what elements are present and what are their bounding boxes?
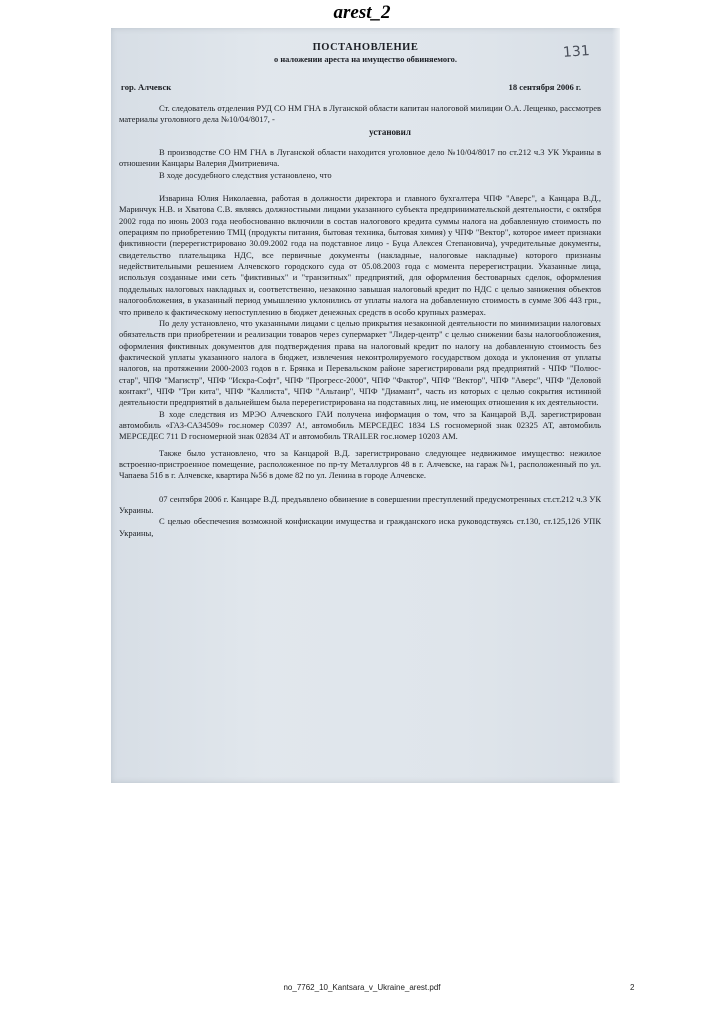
intro-paragraph: Ст. следователь отделения РУД СО НМ ГНА в Луганской области капитан налоговой милиции О.А. Лещенко, рассмотрев материалы уголовного дела №10/04/8017, - [119,103,601,125]
paragraph-companies: По делу установлено, что указанными лицами с целью прикрытия незаконной деятельности по минимизации налоговых обязательств при приобретении и реализации товаров через супермаркет "Лидер-центр" с целью снижении базы налогообложения, оформления фиктивных документов для подтверждения права на налоговый кредит по налогу на добавленную стоимость без фактической уплаты указанного налога в бюджет, извлечения неконтролируемого государством дохода и уклонения от уплаты налогов, на протяжении 2000-2003 годов в г. Брянка и Перевальском районе зарегистрировали ряд предприятий - ЧПФ "Полюс-стар", ЧПФ "Магистр", ЧПФ "Искра-Софт", ЧПФ "Прогресс-2000", ЧПФ "Фактор", ЧПФ "Вектор", ЧПФ "Аверс", ЧПФ "Деловой контакт", ЧПФ "Три кита", ЧПФ "Каллиста", ЧПФ "Альтаир", ЧПФ "Диамант", часть из которых с целью сокрытия истинной деятельности предприятий в дальнейшем была перерегистрирована на подставных лиц, не имеющих отношения к их деятельности. [119,317,601,408]
paragraph-grounds: С целью обеспечения возможной конфискации имущества и гражданского иска руководствуясь ст.130, ст.125,126 УПК Украины, [119,516,601,538]
paragraph-facts: Изварина Юлия Николаевна, работая в должности директора и главного бухгалтера ЧПФ "Аверс", а Канцара В.Д., Маринчук Н.В. и Хватова С.В. являясь должностными лицами указанного субъекта предпринимательской деятельности, с октября 2002 года по июнь 2003 года необоснованно включили в состав налогового кредита суммы налога на добавленную стоимость по операциям по приобретению ТМЦ (продукты питания, бытовая техника, бытовая химия) у ЧПФ "Вектор", которое имеет признаки фиктивности (перерегистрировано 30.09.2002 года на подставное лицо - Буца Алексея Степановича), учредительные документы, свидетельство плательщика НДС, все первичные документы (накладные, налоговые накладные) которого признаны недействительными решением Алчевского городского суда от 05.08.2003 года с момента перерегистрации. Указанные лица, используя созданные ими сеть "фиктивных" и "транзитных" предприятий, для оформления бестоварных сделок, оформления поддельных налоговых накладных и, соответственно, незаконно завышая налоговый кредит по НДС с целью занижения объектов налогообложения, в указанный период умышленно уклонились от уплаты налога на добавленную стоимость в сумме 306 443 грн., что привело к фактическому непоступлению в бюджет денежных средств в особо крупных размерах. [119,193,601,317]
document-title: ПОСТАНОВЛЕНИЕ [312,42,419,53]
paragraph-charge: 07 сентября 2006 г. Канцаре В.Д. предъявлено обвинение в совершении преступлений предусмотренных ст.ст.212 ч.3 УК Украины. [119,493,601,515]
paragraph-established: В ходе досудебного следствия установлено, что [159,169,332,180]
decision-heading: установил [369,126,411,137]
footer-filename: no_7762_10_Kantsara_v_Ukraine_arest.pdf [283,983,441,992]
paragraph-real-estate: Также было установлено, что за Канцарой В.Д. зарегистрировано следующее недвижимое имущество: нежилое встроенно-пристроенное помещение, расположенное по пр-ту Металлургов 48 в г. Алчевске, на гараж №1, расположенный по ул. Чапаева 51б в г. Алчевске, квартира №56 в доме 82 по ул. Ленина в городе Алчевске. [119,447,601,481]
paragraph-case: В производстве СО НМ ГНА в Луганской области находится уголовное дело №10/04/8017 по ст.212 ч.3 УК Украины в отношении Канцары Валерия Дмитриевича. [119,147,601,169]
document-date: 18 сентября 2006 г. [508,82,581,92]
page-label: arest_2 [333,2,391,23]
document-subtitle: о наложении ареста на имущество обвиняемого. [274,55,457,64]
scanned-document [111,28,620,783]
scan-edge [612,28,620,783]
spacer [119,482,601,494]
paragraph-vehicles: В ходе следствия из МРЭО Алчевского ГАИ получена информация о том, что за Канцарой В.Д. зарегистрирован автомобиль «ГАЗ-СА34509» гос.номер С0397 А!, автомобиль МЕРСЕДЕС 1834 LS госномерной знак 02325 АТ, автомобиль МЕРСЕДЕС 711 D госномерной знак 02834 АТ и автомобиль TRAILER гос.номер 10203 АМ. [119,408,601,442]
document-body [119,103,601,539]
document-city: гор. Алчевск [121,82,172,92]
footer-page-number: 2 [630,983,635,992]
handwritten-page-number: 131 [562,43,591,61]
spacer [119,181,601,193]
